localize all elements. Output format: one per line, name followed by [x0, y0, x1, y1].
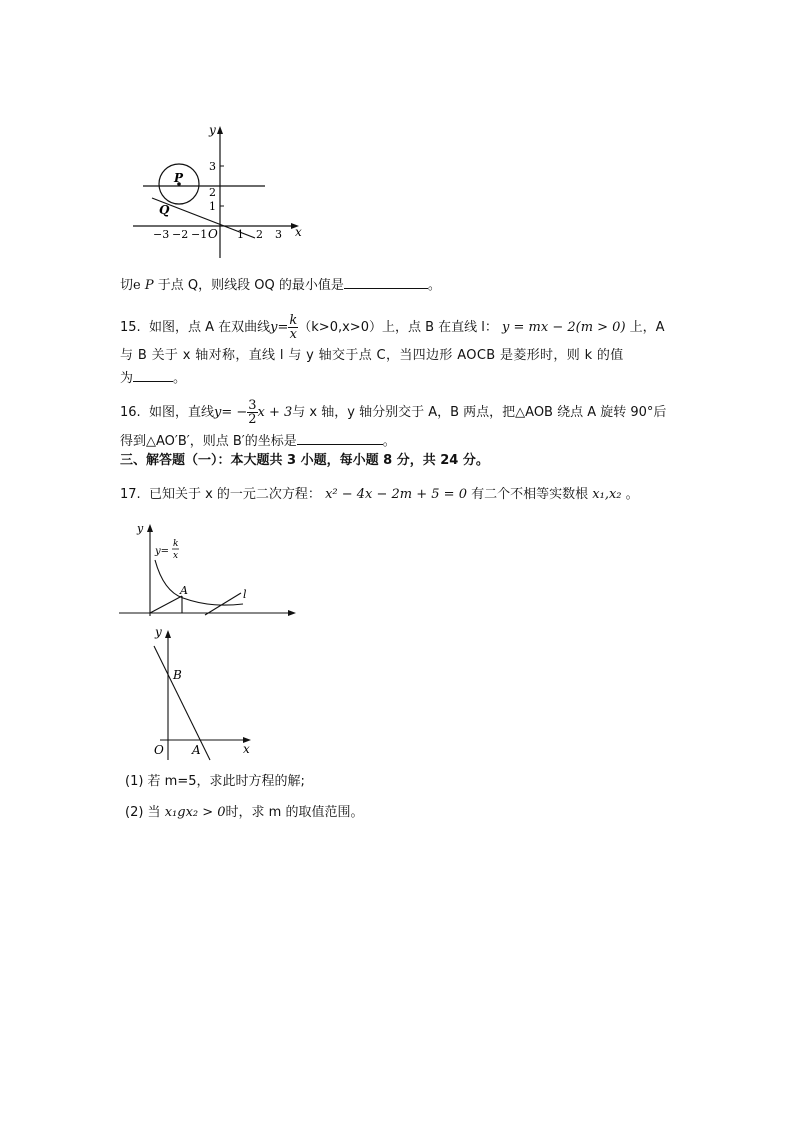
q15-line1	[120, 314, 665, 342]
origin-label: O	[208, 227, 218, 241]
answer-blank[interactable]	[297, 432, 383, 445]
q14-tail-line	[120, 276, 441, 295]
q15-number: 15.	[120, 320, 141, 335]
q15-text: 为	[120, 371, 134, 386]
circle-figure	[125, 120, 310, 265]
axis-y-label: y	[155, 625, 162, 639]
point-p-label: P	[174, 171, 184, 185]
p-symbol: P	[144, 278, 154, 293]
y-tick-label: 3	[209, 160, 216, 173]
q15-y: y	[270, 320, 278, 335]
q17-line1	[120, 486, 639, 504]
function-label: y=	[155, 546, 170, 557]
x-tick-label: 3	[275, 228, 282, 241]
q16-eq: = −	[221, 405, 248, 420]
q15-text: 如图，点 A 在双曲线	[148, 320, 271, 335]
q17-part1: (1) 若 m=5，求此时方程的解;	[125, 774, 305, 789]
q16-end: 。	[382, 434, 396, 449]
point-b-label: B	[173, 668, 182, 682]
q16-text: 得到△AO′B′，则点 B′的坐标是	[120, 434, 297, 449]
line-figure	[140, 622, 255, 762]
answer-blank[interactable]	[133, 369, 173, 382]
q16-number: 16.	[120, 405, 141, 420]
q16-frac-den: 2	[248, 412, 257, 427]
q17-end: 。	[625, 487, 639, 502]
q17-roots: x₁,x₂	[592, 487, 622, 502]
q15-frac-num: k	[289, 313, 298, 328]
y-tick-label: 2	[209, 186, 216, 199]
hyperbola-figure	[115, 520, 300, 620]
q16-line2	[120, 432, 396, 451]
q16-expr: x + 3	[257, 405, 293, 420]
q16-fraction	[247, 399, 257, 426]
function-x: x	[173, 551, 179, 561]
q16-line1	[120, 398, 666, 428]
answer-blank[interactable]	[344, 276, 428, 289]
x-tick-label: 1	[237, 228, 244, 241]
q17-part2-post: 时，求 m 的取值范围。	[225, 805, 364, 820]
point-a-label: A	[180, 584, 188, 597]
q16-frac-num: 3	[248, 398, 257, 413]
q17-part2-expr: x₁gx₂ > 0	[164, 805, 226, 820]
point-q-label: Q	[159, 203, 170, 217]
axis-y-label: y	[209, 123, 216, 137]
q15-line-equation: y = mx − 2(m > 0)	[502, 320, 626, 335]
origin-label: O	[154, 743, 164, 757]
section-heading: 三、解答题（一）：本大题共 3 小题，每小题 8 分，共 24 分。	[120, 453, 489, 468]
axis-x-label: x	[243, 742, 250, 756]
q16-y: y	[213, 405, 222, 420]
q14-text: 于点 Q，则线段 OQ 的最小值是	[157, 278, 344, 293]
q15-line2	[120, 347, 624, 365]
q15-frac-den: x	[289, 327, 297, 342]
point-a-label: A	[192, 743, 201, 757]
x-tick-label: −1	[191, 228, 208, 241]
q17-equation: x² − 4x − 2m + 5 = 0	[325, 487, 467, 502]
circle-symbol: e	[133, 278, 141, 293]
q17-number: 17.	[120, 487, 141, 502]
q17-text: 有二个不相等实数根	[471, 487, 589, 502]
function-k: k	[173, 539, 179, 549]
q15-text: 与 B 关于 x 轴对称，直线 l 与 y 轴交于点 C，当四边形 AOCB 是菱形时，则 k 的值	[120, 348, 624, 363]
q17-text: 已知关于 x 的一元二次方程：	[148, 487, 321, 502]
q17-part2-pre: (2) 当	[125, 805, 161, 820]
q15-eq: =	[277, 320, 289, 335]
y-tick-label: 1	[209, 200, 216, 213]
line-l-label: l	[243, 588, 247, 601]
axis-y-label: y	[137, 522, 144, 535]
q15-text: 上，A	[629, 320, 665, 335]
x-tick-label: −2	[172, 228, 189, 241]
q16-text: 如图，直线	[148, 405, 214, 420]
axis-x-label: x	[295, 225, 302, 239]
q15-text: （k>0,x>0）上，点 B 在直线 l：	[298, 320, 498, 335]
q17-part2	[125, 804, 363, 822]
x-tick-label: 2	[256, 228, 263, 241]
q14-pre: 切	[120, 278, 134, 293]
q15-end: 。	[173, 371, 187, 386]
q16-text: 与 x 轴，y 轴分别交于 A，B 两点，把△AOB 绕点 A 旋转 90°后	[292, 405, 667, 420]
q14-end: 。	[427, 278, 441, 293]
q15-fraction	[288, 314, 298, 341]
q15-line3	[120, 369, 186, 388]
x-tick-label: −3	[153, 228, 170, 241]
